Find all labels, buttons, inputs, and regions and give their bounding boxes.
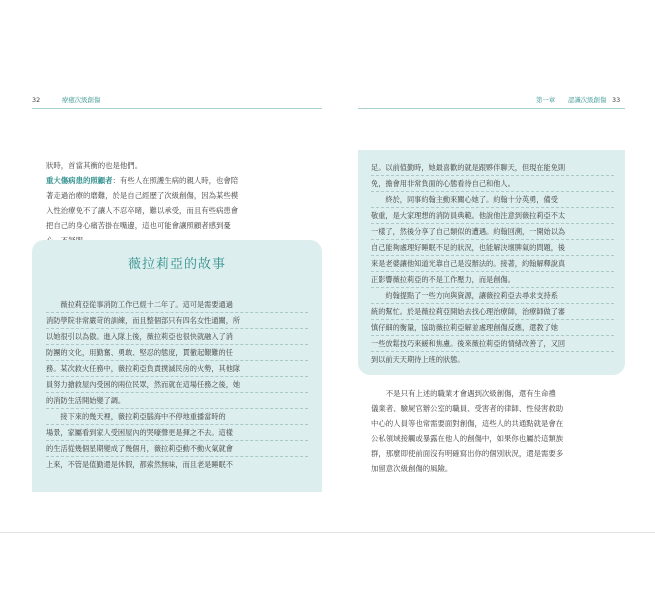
story-line: 場景，家屬看到家人受困屋內的哭嚎聲更是揮之不去。這樣 xyxy=(46,425,308,441)
story-title: 薇拉莉亞的故事 xyxy=(127,257,226,272)
story-line: 正影響薇拉莉亞的不是工作壓力，而是創傷。 xyxy=(371,272,614,288)
intro-paragraph xyxy=(46,158,308,248)
right-page-number: 33 xyxy=(612,96,621,104)
story-line: 務。某次救火任務中，薇拉莉亞負責撲滅民房的火勢，其他隊 xyxy=(46,361,308,377)
closing-line: 中心的人員等也常需要面對創傷，這些人的共通點就是會在 xyxy=(371,419,564,428)
page-bottom-edge xyxy=(0,532,655,533)
closing-line: 公私領域接觸或暴露在他人的創傷中，如果你也屬於這類族 xyxy=(371,434,564,443)
closing-line: 儀業者、驗屍官辦公室的職員、受害者的律師、性侵害救助 xyxy=(371,404,564,413)
story-line: 的消防生活開始變了調。 xyxy=(46,393,308,409)
story-line: 足。以前值勤時，她最喜歡的就是跟夥伴聊天，但現在能免則 xyxy=(371,160,614,176)
story-right-text xyxy=(371,160,614,367)
story-line: 接下來的幾天裡，薇拉莉亞腦海中不停地重播當時的 xyxy=(46,409,308,425)
story-line: 防團的文化，用勤奮、勇敢、堅忍的態度，貫徹起艱難的任 xyxy=(46,345,308,361)
left-page-number: 32 xyxy=(32,96,41,104)
story-line: 統的幫忙。於是薇拉莉亞開始去找心理治療師，治療師做了審 xyxy=(371,304,614,320)
caregiver-term: 重大傷病患的照顧者 xyxy=(46,176,113,185)
left-running-title: 療癒次級創傷 xyxy=(62,96,101,104)
closing-paragraph xyxy=(371,386,614,476)
intro-line: 狀時，首當其衝的也是他們。 xyxy=(46,161,143,170)
closing-line: 不是只有上述的職業才會遇到次級創傷，還有生命禮 xyxy=(371,389,556,398)
intro-line: 著走過治療的磨難，於是自己經歷了次級創傷，因為某些模 xyxy=(46,191,239,200)
story-line: 消防學院非常嚴苛的訓練，而且整個部只有四名女性通關，所 xyxy=(46,313,308,329)
right-chapter-label: 第一章 xyxy=(536,96,556,104)
story-line: 終於，同事約翰主動來關心她了。約翰十分英勇，備受 xyxy=(371,192,614,208)
closing-line: 群，那麼即使前面沒有明確寫出你的個別狀況，還是需要多 xyxy=(371,449,564,458)
story-line: 上來，不管是值勤還是休假，都索然無味，而且老是睡眠不 xyxy=(46,460,233,469)
story-line: 薇拉莉亞從事消防工作已經十二年了。這可是需要通過 xyxy=(46,297,308,313)
story-line: 員努力搶救屋內受困的兩位民眾，然而就在這場任務之後，她 xyxy=(46,377,308,393)
story-line: 約翰提點了一些方向與資源，讓薇拉莉亞去尋求支持系 xyxy=(371,288,614,304)
story-line: 一樣了，然後分享了自己類似的遭遇。約翰回溯，一開始以為 xyxy=(371,224,614,240)
left-header-rule xyxy=(32,108,322,109)
intro-line: 把自己的身心痛苦掛在嘴邊，這也可能會讓照顧者感到憂 xyxy=(46,221,231,230)
story-left-text xyxy=(46,297,308,472)
story-line: 到以前天天期待上班的狀態。 xyxy=(371,355,465,364)
caregiver-line xyxy=(46,173,308,188)
closing-line: 加留意次級創傷的風險。 xyxy=(371,464,453,473)
intro-line: 入性治療免不了讓人不忍卒睹，難以承受，而且有些病患會 xyxy=(46,206,239,215)
story-line: 慎仔細的衡量，協助薇拉莉亞解並處理創傷反應，還教了她 xyxy=(371,320,614,336)
right-header-rule xyxy=(358,108,625,109)
story-line: 的生活從幾個星期變成了幾個月，薇拉莉亞動不動火氣就會 xyxy=(46,441,308,457)
story-line: 自己能夠處理好睡眠不足的狀況，也能解決壞脾氣的問題，後 xyxy=(371,240,614,256)
right-running-title: 認識次級創傷 xyxy=(568,96,607,104)
story-line: 以她很引以為傲。進入隊上後，薇拉莉亞也很快就融入了消 xyxy=(46,329,308,345)
story-line: 來是老婆讓他知道光靠自己是沒辦法的。接著，約翰解釋說真 xyxy=(371,256,614,272)
caregiver-text: ：有些人在照護生病的親人時，也會陪 xyxy=(112,176,239,185)
story-line: 一些放鬆技巧來緩和焦慮。後來薇拉莉亞的情緒改善了，又回 xyxy=(371,336,614,352)
story-line: 免，擔會用非常負面的心態看待自己和他人。 xyxy=(371,176,614,192)
story-line: 敬重，是大家理想的消防員典範。他說他注意到薇拉莉亞不太 xyxy=(371,208,614,224)
